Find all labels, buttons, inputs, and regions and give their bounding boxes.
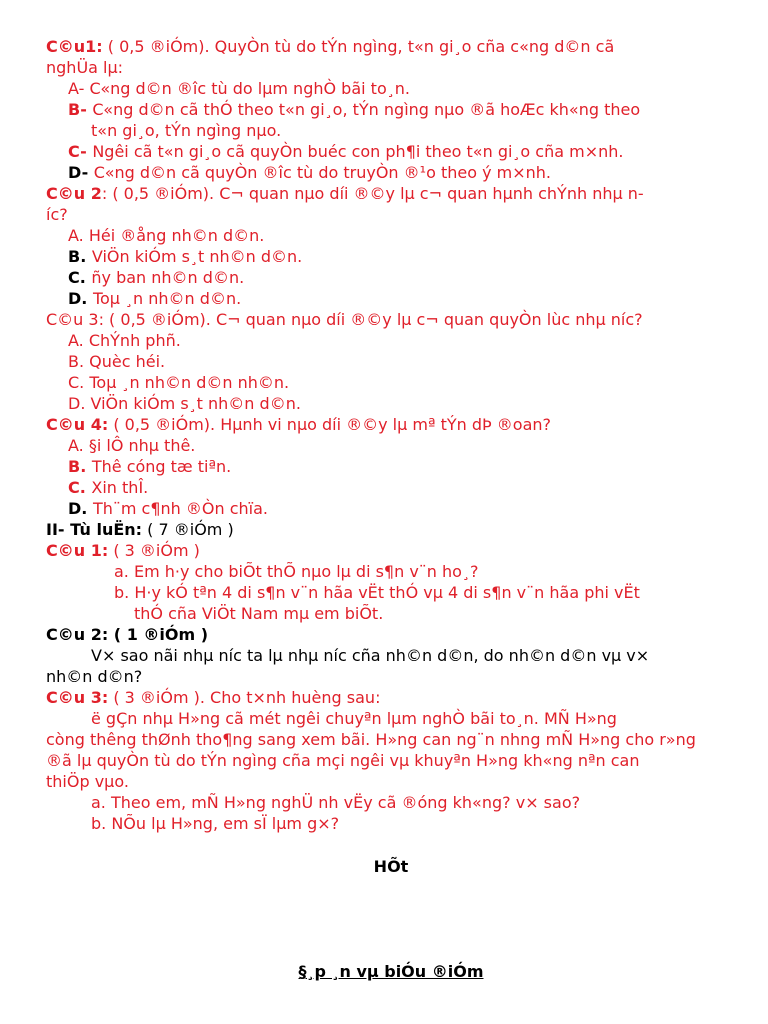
option-text: C«ng d©n cã quyÒn ®îc tù do truyÒn ®¹o theo ý m×nh. [93, 163, 551, 182]
question-1-text-cont: nghÜa lµ: [46, 58, 124, 77]
option-letter: C- [68, 142, 93, 161]
q1-option-b [68, 99, 640, 120]
section-2-label: II- Tù luËn: [46, 520, 143, 539]
question-1 [46, 36, 614, 57]
q3-option-c: C. Toµ ¸n nh©n d©n nh©n. [68, 373, 290, 392]
q2-option-d [68, 288, 241, 309]
q2-option-a [68, 225, 264, 246]
essay-1-part-b-cont: thÓ cña ViÖt Nam mµ em biÕt. [134, 604, 384, 623]
question-2 [46, 183, 644, 204]
essay-1-points: ( 3 ®iÓm ) [108, 541, 200, 560]
option-letter: D- [68, 163, 94, 182]
essay-3-line-1: ë gÇn nhµ H»ng cã mét ngêi chuyªn lµm nghÒ bãi to¸n. MÑ H»ng [91, 709, 617, 728]
option-text: Héi ®ång nh©n d©n. [88, 226, 265, 245]
essay-2-text: V× sao nãi nhµ níc ta lµ nhµ níc cña nh©n d©n, do nh©n d©n vµ v× [91, 646, 650, 665]
option-text: Ngêi cã t«n gi¸o cã quyÒn buéc con ph¶i theo t«n gi¸o cña m×nh. [92, 142, 624, 161]
q1-option-c [68, 141, 623, 162]
q4-option-a [68, 435, 195, 456]
question-3: C©u 3: ( 0,5 ®iÓm). C¬ quan nµo díi ®©y lµ c¬ quan quyÒn lùc nhµ níc? [46, 310, 643, 329]
option-text: ñy ban nh©n d©n. [91, 268, 245, 287]
option-letter: C. [68, 268, 92, 287]
option-text: Toµ ¸n nh©n d©n. [92, 289, 242, 308]
answer-key-title-text: §¸p ¸n vµ biÓu ®iÓm [298, 962, 484, 981]
option-letter: B. [68, 247, 92, 266]
option-text: Thê cóng tæ tiªn. [91, 457, 232, 476]
option-letter: B. [68, 457, 92, 476]
option-letter: D. [68, 289, 93, 308]
option-letter: A- [68, 79, 90, 98]
option-text: Th¨m c¶nh ®Òn chïa. [92, 499, 268, 518]
essay-1-part-a: a. Em h·y cho biÕt thÕ nµo lµ di s¶n v¨n ho¸? [114, 562, 479, 581]
q4-option-c [68, 477, 148, 498]
option-text: Xin thÎ. [91, 478, 149, 497]
q2-option-c [68, 267, 244, 288]
essay-3-line-4: thiÖp vµo. [46, 772, 129, 791]
option-letter: B- [68, 100, 93, 119]
essay-2-text-cont: nh©n d©n? [46, 667, 143, 686]
q3-option-b: B. Quèc héi. [68, 352, 166, 371]
question-4 [46, 414, 551, 435]
q2-option-b [68, 246, 302, 267]
option-text: C«ng d©n ®îc tù do lµm nghÒ bãi to¸n. [89, 79, 410, 98]
option-letter: A. [68, 226, 89, 245]
option-letter: C. [68, 478, 92, 497]
q1-option-a [68, 78, 410, 99]
option-text: C«ng d©n cã thÓ theo t«n gi¸o, tÝn ngìng nµo ®ã hoÆc kh«ng theo [92, 100, 641, 119]
essay-3-part-b: b. NÕu lµ H»ng, em sÏ lµm g×? [91, 814, 340, 833]
q4-option-b [68, 456, 231, 477]
essay-3-points: ( 3 ®iÓm ). Cho t×nh huèng sau: [108, 688, 381, 707]
question-4-label: C©u 4: [46, 415, 109, 434]
option-letter: A. [68, 436, 89, 455]
question-1-text: ( 0,5 ®iÓm). QuyÒn tù do tÝn ngìng, t«n gi¸o cña c«ng d©n cã [102, 37, 615, 56]
question-1-label: C©u1: [46, 37, 103, 56]
question-4-text: ( 0,5 ®iÓm). Hµnh vi nµo díi ®©y lµ mª tÝn dÞ ®oan? [108, 415, 552, 434]
essay-3-line-2: còng thêng thØnh tho¶ng sang xem bãi. H»ng can ng¨n nhng mÑ H»ng cho r»ng [46, 730, 696, 749]
option-letter: D. [68, 499, 93, 518]
question-2-label: C©u 2 [46, 184, 102, 203]
essay-3-label: C©u 3: [46, 688, 109, 707]
section-2-points: ( 7 ®iÓm ) [142, 520, 234, 539]
essay-3-line-3: ®ã lµ quyÒn tù do tÝn ngìng cña mçi ngêi vµ khuyªn H»ng kh«ng nªn can [46, 751, 640, 770]
essay-question-1 [46, 540, 200, 561]
q3-option-a: A. ChÝnh phñ. [68, 331, 181, 350]
q3-option-d: D. ViÖn kiÓm s¸t nh©n d©n. [68, 394, 301, 413]
q4-option-d [68, 498, 268, 519]
essay-3-part-a: a. Theo em, mÑ H»ng nghÜ nh vËy cã ®óng kh«ng? v× sao? [91, 793, 581, 812]
essay-question-3 [46, 687, 380, 708]
essay-1-label: C©u 1: [46, 541, 109, 560]
end-marker: HÕt [373, 857, 409, 876]
q1-option-b-cont: t«n gi¸o, tÝn ngìng nµo. [91, 121, 282, 140]
essay-question-2: C©u 2: ( 1 ®iÓm ) [46, 625, 209, 644]
option-text: §i lÔ nhµ thê. [88, 436, 196, 455]
essay-1-part-b: b. H·y kÓ tªn 4 di s¶n v¨n hãa vËt thÓ vµ 4 di s¶n v¨n hãa phi vËt [114, 583, 640, 602]
answer-key-title [46, 961, 736, 982]
section-2-heading [46, 519, 234, 540]
q1-option-d [68, 162, 551, 183]
question-2-text: : ( 0,5 ®iÓm). C¬ quan nµo díi ®©y lµ c¬ quan hµnh chÝnh nhµ n- [101, 184, 644, 203]
option-text: ViÖn kiÓm s¸t nh©n d©n. [91, 247, 303, 266]
question-2-text-cont: íc? [46, 205, 68, 224]
